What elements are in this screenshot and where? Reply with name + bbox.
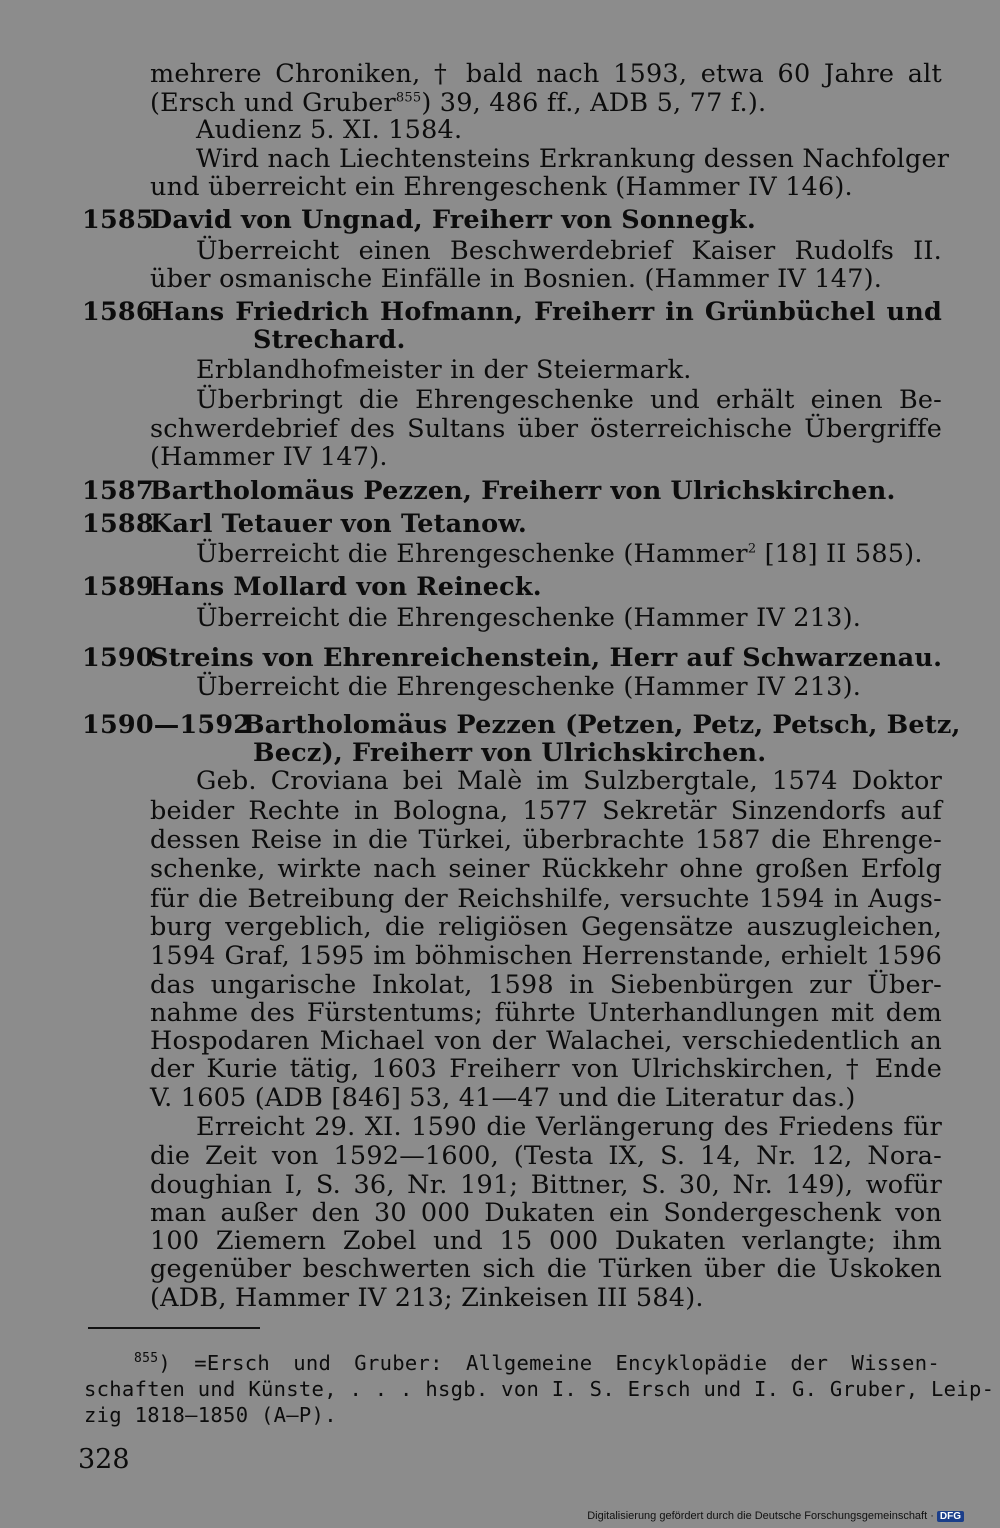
text-line: Audienz 5. XI. 1584. (196, 115, 463, 145)
digitization-credit: Digitalisierung gefördert durch die Deutsche Forschungsgemeinschaft · DFG (587, 1510, 964, 1522)
text-line: (ADB, Hammer IV 213; Zinkeisen III 584). (150, 1283, 704, 1313)
entry-year: 1590 (82, 643, 154, 673)
text-line: Überreicht einen Beschwerdebrief Kaiser Rudolfs II. (196, 236, 942, 266)
entry-year: 1588 (82, 509, 154, 539)
text-line: gegenüber beschwerten sich die Türken über die Uskoken (150, 1254, 942, 1284)
text-line: Geb. Croviana bei Malè im Sulzbergtale, 1574 Doktor (196, 766, 942, 796)
text-line: 1594 Graf, 1595 im böhmischen Herrenstande, erhielt 1596 (150, 941, 942, 971)
text-line: Erblandhofmeister in der Steiermark. (196, 355, 692, 385)
text-line: Überreicht die Ehrengeschenke (Hammer$^2$ [18] II 585). (196, 539, 923, 569)
text-line: der Kurie tätig, 1603 Freiherr von Ulrichskirchen, † Ende (150, 1054, 942, 1084)
entry-name: Hans Mollard von Reineck. (150, 572, 542, 602)
text-line: nahme des Fürstentums; führte Unterhandlungen mit dem (150, 998, 942, 1028)
entry-name: Hans Friedrich Hofmann, Freiherr in Grünbüchel und (150, 297, 942, 327)
footnote-line: $^{855}$) =Ersch und Gruber: Allgemeine Encyklopädie der Wissen- (134, 1351, 940, 1375)
text-line: schwerdebrief des Sultans über österreichische Übergriffe (150, 414, 942, 444)
text-line: (Hammer IV 147). (150, 442, 388, 472)
entry-year: 1590—1592 (82, 710, 252, 740)
footnote-line: schaften und Künste, . . . hsgb. von I. S. Ersch und I. G. Gruber, Leip- (84, 1377, 995, 1401)
text-line: (Ersch und Gruber$^{855}$) 39, 486 ff., ADB 5, 77 f.). (150, 88, 767, 118)
text-line: schenke, wirkte nach seiner Rückkehr ohne großen Erfolg (150, 854, 942, 884)
footnote-line: zig 1818—1850 (A—P). (84, 1403, 337, 1427)
footnote-divider (88, 1327, 260, 1329)
text-line: die Zeit von 1592—1600, (Testa IX, S. 14, Nr. 12, Nora- (150, 1141, 942, 1171)
text-line: V. 1605 (ADB [846] 53, 41—47 und die Literatur das.) (150, 1083, 856, 1113)
text-line: für die Betreibung der Reichshilfe, versuchte 1594 in Augs- (150, 884, 942, 914)
text-line: und überreicht ein Ehrengeschenk (Hammer IV 146). (150, 172, 853, 202)
entry-name: Strechard. (253, 325, 406, 355)
text-line: Überbringt die Ehrengeschenke und erhält einen Be- (196, 385, 942, 415)
page-number: 328 (78, 1444, 130, 1475)
text-line: 100 Ziemern Zobel und 15 000 Dukaten verlangte; ihm (150, 1226, 942, 1256)
dfg-logo: DFG (937, 1511, 964, 1522)
text-line: Überreicht die Ehrengeschenke (Hammer IV 213). (196, 672, 862, 702)
text-line: burg vergeblich, die religiösen Gegensätze auszugleichen, (150, 912, 942, 942)
entry-name: Becz), Freiherr von Ulrichskirchen. (253, 738, 767, 768)
footnote-marker: 855 (134, 1351, 159, 1367)
text-line: Überreicht die Ehrengeschenke (Hammer IV 213). (196, 603, 862, 633)
footnote-ref: 855 (395, 90, 422, 106)
entry-year: 1589 (82, 572, 154, 602)
entry-year: 1586 (82, 297, 154, 327)
text-line: dessen Reise in die Türkei, überbrachte 1587 die Ehrenge- (150, 825, 942, 855)
text-line: das ungarische Inkolat, 1598 in Siebenbürgen zur Über- (150, 970, 942, 1000)
text-line: beider Rechte in Bologna, 1577 Sekretär Sinzendorfs auf (150, 796, 942, 826)
entry-year: 1587 (82, 476, 154, 506)
text-line: man außer den 30 000 Dukaten ein Sondergeschenk von (150, 1198, 942, 1228)
entry-name: Bartholomäus Pezzen, Freiherr von Ulrichskirchen. (150, 476, 896, 506)
entry-name: Karl Tetauer von Tetanow. (150, 509, 527, 539)
text-line: Erreicht 29. XI. 1590 die Verlängerung des Friedens für (196, 1112, 942, 1142)
entry-name: Streins von Ehrenreichenstein, Herr auf Schwarzenau. (150, 643, 943, 673)
text-line: Hospodaren Michael von der Walachei, verschiedentlich an (150, 1026, 942, 1056)
text-line: über osmanische Einfälle in Bosnien. (Hammer IV 147). (150, 264, 883, 294)
text-line: doughian I, S. 36, Nr. 191; Bittner, S. 30, Nr. 149), wofür (150, 1170, 942, 1200)
entry-name: Bartholomäus Pezzen (Petzen, Petz, Petsch, Betz, (243, 710, 961, 740)
text-line: mehrere Chroniken, † bald nach 1593, etwa 60 Jahre alt (150, 59, 942, 89)
text-line: Wird nach Liechtensteins Erkrankung dessen Nachfolger (196, 144, 950, 174)
entry-year: 1585 (82, 205, 154, 235)
entry-name: David von Ungnad, Freiherr von Sonnegk. (150, 205, 757, 235)
